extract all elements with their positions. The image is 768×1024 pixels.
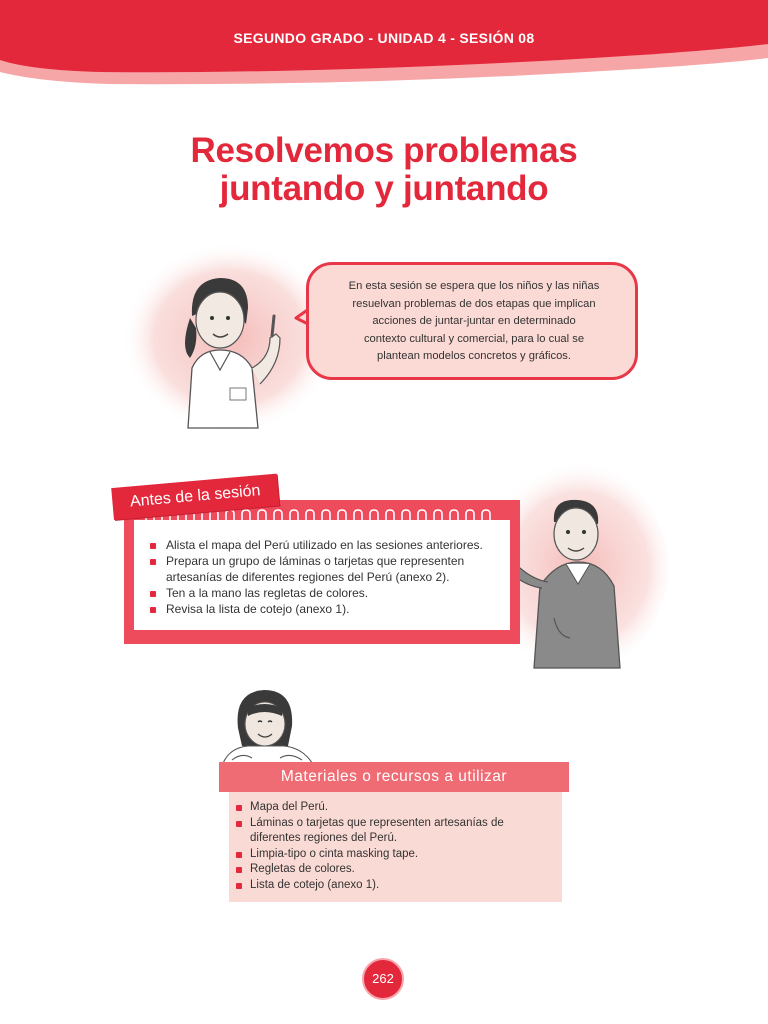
list-item: Lista de cotejo (anexo 1).	[236, 878, 556, 894]
header-title: SEGUNDO GRADO - UNIDAD 4 - SESIÓN 08	[233, 30, 535, 46]
list-item: Regletas de colores.	[236, 862, 556, 878]
bullet-icon	[150, 559, 156, 565]
list-item: Limpia-tipo o cinta masking tape.	[236, 847, 556, 863]
list-item: diferentes regiones del Perú.	[250, 832, 398, 844]
list-item: Revisa la lista de cotejo (anexo 1).	[150, 601, 510, 617]
child-illustration	[218, 686, 318, 766]
bullet-icon	[236, 883, 242, 889]
intro-line-4: contexto cultural y comercial, para lo cual se	[363, 332, 585, 345]
intro-text	[326, 278, 622, 366]
bullet-icon	[236, 821, 242, 827]
list-item: Láminas o tarjetas que representen artesanías de	[236, 816, 556, 832]
antes-heading: Antes de la sesión	[111, 474, 279, 520]
bullet-icon	[236, 805, 242, 811]
antes-list	[150, 537, 510, 617]
list-item: Mapa del Perú.	[236, 800, 556, 816]
list-item: artesanías de diferentes regiones del Perú (anexo 2).	[166, 570, 450, 584]
intro-line-1: En esta sesión se espera que los niños y las niñas	[348, 280, 600, 292]
bullet-icon	[236, 867, 242, 873]
materiales-heading: Materiales o recursos a utilizar	[219, 762, 569, 792]
list-item: Ten a la mano las regletas de colores.	[150, 585, 510, 601]
intro-line-5: plantean modelos concretos y gráficos.	[376, 350, 572, 363]
list-item: Alista el mapa del Perú utilizado en las sesiones anteriores.	[150, 537, 510, 553]
page-title	[0, 132, 768, 208]
bullet-icon	[150, 591, 156, 597]
intro-line-3: acciones de juntar-juntar en determinado	[372, 315, 576, 328]
bullet-icon	[236, 852, 242, 858]
title-line-1: Resolvemos problemas	[190, 131, 578, 170]
page-number: 262	[372, 971, 394, 986]
bullet-icon	[150, 607, 156, 613]
materiales-list	[236, 800, 556, 893]
header-shape	[0, 0, 768, 100]
intro-line-2: resuelvan problemas de dos etapas que implican	[352, 297, 596, 310]
title-line-2: juntando y juntando	[219, 169, 549, 208]
bullet-icon	[150, 543, 156, 549]
list-item: Prepara un grupo de láminas o tarjetas que representen	[150, 553, 510, 569]
